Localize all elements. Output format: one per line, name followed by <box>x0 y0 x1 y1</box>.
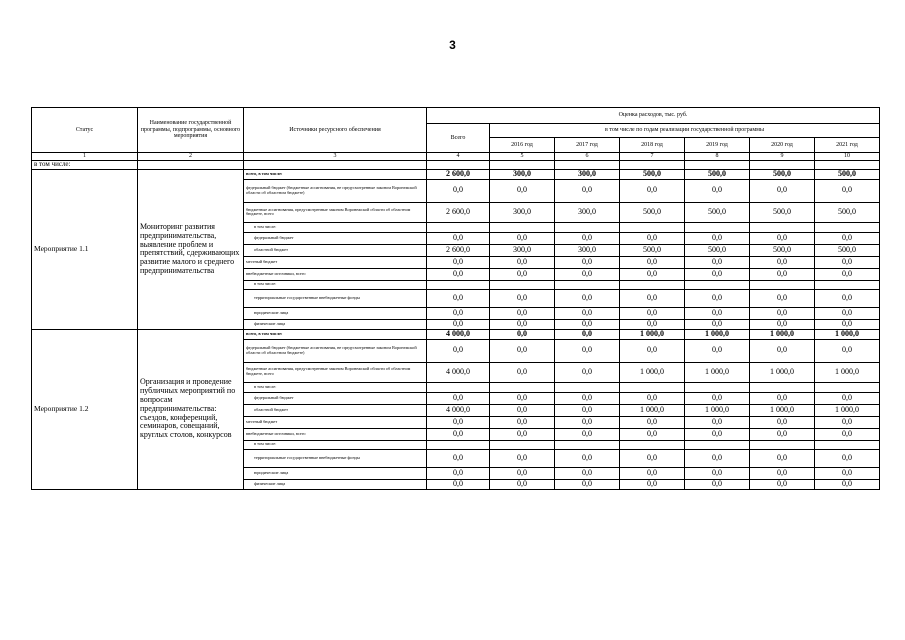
table-body <box>32 153 880 490</box>
total-value: 0,0 <box>427 256 490 268</box>
year-value <box>555 382 620 392</box>
year-value: 0,0 <box>685 319 750 329</box>
year-value: 0,0 <box>620 479 685 489</box>
column-number: 3 <box>244 153 427 161</box>
funding-source: областной бюджет <box>244 404 427 416</box>
year-value: 0,0 <box>750 479 815 489</box>
year-value: 0,0 <box>685 392 750 404</box>
total-value: 0,0 <box>427 289 490 307</box>
year-value: 0,0 <box>815 339 880 362</box>
year-value <box>490 280 555 289</box>
year-value <box>750 280 815 289</box>
year-value: 0,0 <box>490 329 555 339</box>
total-value: 4 000,0 <box>427 362 490 382</box>
year-value: 0,0 <box>815 307 880 319</box>
year-value <box>750 222 815 232</box>
measure-name: Мониторинг развития предпринимательства, выявление проблем и препятствий, сдерживающих развитие малого и среднего предпринимательства <box>138 170 244 330</box>
year-value: 0,0 <box>490 179 555 202</box>
header-total: Всего <box>427 124 490 153</box>
column-number: 5 <box>490 153 555 161</box>
year-value: 0,0 <box>750 307 815 319</box>
year-value: 500,0 <box>815 170 880 180</box>
total-value: 0,0 <box>427 319 490 329</box>
year-value: 0,0 <box>685 449 750 467</box>
total-value: 0,0 <box>427 268 490 280</box>
year-value: 0,0 <box>555 392 620 404</box>
header-status: Статус <box>32 108 138 153</box>
year-value: 0,0 <box>815 256 880 268</box>
year-value: 0,0 <box>490 232 555 244</box>
header-year: 2016 год <box>490 138 555 153</box>
funding-source: внебюджетные источники, всего <box>244 428 427 440</box>
year-value: 500,0 <box>620 170 685 180</box>
year-value: 0,0 <box>490 339 555 362</box>
total-value: 0,0 <box>427 416 490 428</box>
intro-label: в том числе: <box>32 161 138 170</box>
column-number: 7 <box>620 153 685 161</box>
year-value: 300,0 <box>490 170 555 180</box>
year-value: 1 000,0 <box>815 329 880 339</box>
year-value <box>620 222 685 232</box>
column-number: 6 <box>555 153 620 161</box>
year-value: 0,0 <box>750 392 815 404</box>
year-value: 0,0 <box>750 179 815 202</box>
header-year: 2017 год <box>555 138 620 153</box>
year-value: 0,0 <box>490 416 555 428</box>
year-value: 0,0 <box>555 467 620 479</box>
year-value: 300,0 <box>555 170 620 180</box>
funding-source: бюджетные ассигнования, предусмотренные законом Воронежской области об областном бюджете, всего <box>244 362 427 382</box>
year-value: 1 000,0 <box>815 362 880 382</box>
total-value <box>427 382 490 392</box>
year-value: 500,0 <box>620 244 685 256</box>
year-value: 0,0 <box>490 256 555 268</box>
year-value: 0,0 <box>490 479 555 489</box>
year-value: 500,0 <box>620 202 685 222</box>
year-value: 0,0 <box>490 362 555 382</box>
year-value: 0,0 <box>620 428 685 440</box>
year-value <box>815 440 880 449</box>
year-value: 0,0 <box>750 449 815 467</box>
year-value <box>685 280 750 289</box>
year-value: 0,0 <box>815 449 880 467</box>
funding-source: в том числе: <box>244 440 427 449</box>
year-value: 500,0 <box>750 202 815 222</box>
header-name: Наименование государственной программы, подпрограммы, основного мероприятия <box>138 108 244 153</box>
header-year: 2021 год <box>815 138 880 153</box>
year-value: 0,0 <box>620 289 685 307</box>
year-value: 0,0 <box>555 268 620 280</box>
year-value: 0,0 <box>685 479 750 489</box>
measure-status: Мероприятие 1.2 <box>32 329 138 489</box>
table-row <box>32 170 880 180</box>
year-value: 0,0 <box>490 404 555 416</box>
intro-row <box>32 161 880 170</box>
year-value: 0,0 <box>620 449 685 467</box>
funding-source: федеральный бюджет <box>244 232 427 244</box>
year-value: 1 000,0 <box>750 404 815 416</box>
year-value: 0,0 <box>750 232 815 244</box>
year-value <box>750 382 815 392</box>
total-value: 0,0 <box>427 232 490 244</box>
year-value: 500,0 <box>750 170 815 180</box>
total-value: 2 600,0 <box>427 202 490 222</box>
year-value: 0,0 <box>685 179 750 202</box>
year-value: 0,0 <box>815 416 880 428</box>
year-value <box>815 280 880 289</box>
funding-source: местный бюджет <box>244 416 427 428</box>
year-value <box>620 280 685 289</box>
total-value: 0,0 <box>427 339 490 362</box>
year-value: 0,0 <box>490 307 555 319</box>
year-value: 0,0 <box>620 339 685 362</box>
year-value: 300,0 <box>555 244 620 256</box>
year-value: 1 000,0 <box>815 404 880 416</box>
funding-source: федеральный бюджет (бюджетные ассигнования, не предусмотренные законом Воронежской области об областном бюджете) <box>244 179 427 202</box>
year-value: 1 000,0 <box>620 404 685 416</box>
year-value: 0,0 <box>490 428 555 440</box>
column-number: 2 <box>138 153 244 161</box>
year-value: 0,0 <box>685 232 750 244</box>
total-value: 0,0 <box>427 428 490 440</box>
total-value <box>427 440 490 449</box>
year-value: 0,0 <box>555 256 620 268</box>
year-value <box>555 440 620 449</box>
year-value: 1 000,0 <box>750 362 815 382</box>
year-value <box>490 382 555 392</box>
year-value: 0,0 <box>490 319 555 329</box>
year-value: 0,0 <box>620 268 685 280</box>
year-value: 0,0 <box>750 467 815 479</box>
year-value: 0,0 <box>555 289 620 307</box>
year-value: 500,0 <box>815 244 880 256</box>
year-value <box>490 222 555 232</box>
year-value <box>750 440 815 449</box>
year-value: 0,0 <box>750 428 815 440</box>
year-value: 1 000,0 <box>685 404 750 416</box>
year-value: 0,0 <box>555 404 620 416</box>
year-value: 0,0 <box>490 268 555 280</box>
funding-source: бюджетные ассигнования, предусмотренные законом Воронежской области об областном бюджете, всего <box>244 202 427 222</box>
year-value: 0,0 <box>555 232 620 244</box>
year-value: 0,0 <box>685 307 750 319</box>
year-value: 0,0 <box>555 416 620 428</box>
year-value: 0,0 <box>555 329 620 339</box>
total-value: 0,0 <box>427 392 490 404</box>
page-number: 3 <box>449 38 456 52</box>
total-value <box>427 222 490 232</box>
year-value <box>815 382 880 392</box>
year-value: 1 000,0 <box>685 362 750 382</box>
funding-source: в том числе: <box>244 222 427 232</box>
column-number: 8 <box>685 153 750 161</box>
funding-source: территориальные государственные внебюджетные фонды <box>244 449 427 467</box>
year-value: 0,0 <box>815 479 880 489</box>
year-value <box>815 222 880 232</box>
year-value: 300,0 <box>490 202 555 222</box>
measure-status: Мероприятие 1.1 <box>32 170 138 330</box>
header-estimate: Оценка расходов, тыс. руб. <box>427 108 880 124</box>
year-value: 0,0 <box>815 392 880 404</box>
year-value: 0,0 <box>555 307 620 319</box>
year-value: 0,0 <box>620 307 685 319</box>
header-by-years: в том числе по годам реализации государственной программы <box>490 124 880 138</box>
column-number: 10 <box>815 153 880 161</box>
table-row <box>32 329 880 339</box>
year-value: 0,0 <box>815 319 880 329</box>
header-sources: Источники ресурсного обеспечения <box>244 108 427 153</box>
total-value: 0,0 <box>427 307 490 319</box>
funding-source: юридические лица <box>244 467 427 479</box>
year-value: 0,0 <box>685 467 750 479</box>
year-value: 0,0 <box>620 416 685 428</box>
funding-source: в том числе: <box>244 382 427 392</box>
year-value <box>555 280 620 289</box>
year-value: 0,0 <box>555 362 620 382</box>
header-year: 2019 год <box>685 138 750 153</box>
year-value: 0,0 <box>750 416 815 428</box>
year-value <box>555 222 620 232</box>
total-value: 0,0 <box>427 449 490 467</box>
year-value: 0,0 <box>685 428 750 440</box>
funding-source: федеральный бюджет <box>244 392 427 404</box>
total-value: 0,0 <box>427 179 490 202</box>
year-value: 0,0 <box>815 232 880 244</box>
year-value <box>620 440 685 449</box>
total-value: 4 000,0 <box>427 329 490 339</box>
year-value: 0,0 <box>490 392 555 404</box>
year-value <box>620 382 685 392</box>
year-value <box>490 440 555 449</box>
funding-source: физические лица <box>244 319 427 329</box>
funding-source: юридические лица <box>244 307 427 319</box>
year-value: 500,0 <box>685 202 750 222</box>
year-value: 0,0 <box>490 467 555 479</box>
total-value: 2 600,0 <box>427 244 490 256</box>
year-value: 0,0 <box>750 289 815 307</box>
year-value: 500,0 <box>750 244 815 256</box>
column-number: 9 <box>750 153 815 161</box>
year-value: 300,0 <box>555 202 620 222</box>
year-value: 0,0 <box>490 449 555 467</box>
funding-source: всего, в том числе: <box>244 329 427 339</box>
year-value: 0,0 <box>555 179 620 202</box>
funding-source: в том числе: <box>244 280 427 289</box>
column-number-row <box>32 153 880 161</box>
year-value: 0,0 <box>555 449 620 467</box>
year-value: 0,0 <box>620 467 685 479</box>
year-value: 0,0 <box>555 339 620 362</box>
column-number: 4 <box>427 153 490 161</box>
funding-source: всего, в том числе: <box>244 170 427 180</box>
year-value: 0,0 <box>750 319 815 329</box>
measure-name: Организация и проведение публичных мероприятий по вопросам предпринимательства: съездов, конференций, семинаров, совещаний, круглых столов, конкурсов <box>138 329 244 489</box>
year-value: 500,0 <box>685 170 750 180</box>
total-value: 0,0 <box>427 479 490 489</box>
funding-source: физические лица <box>244 479 427 489</box>
funding-source: внебюджетные источники, всего <box>244 268 427 280</box>
year-value: 0,0 <box>685 339 750 362</box>
year-value: 0,0 <box>750 268 815 280</box>
year-value: 500,0 <box>815 202 880 222</box>
year-value: 0,0 <box>685 416 750 428</box>
year-value: 0,0 <box>620 232 685 244</box>
year-value: 0,0 <box>815 467 880 479</box>
header-year: 2018 год <box>620 138 685 153</box>
year-value: 0,0 <box>555 428 620 440</box>
total-value: 4 000,0 <box>427 404 490 416</box>
funding-source: федеральный бюджет (бюджетные ассигнования, не предусмотренные законом Воронежской области об областном бюджете) <box>244 339 427 362</box>
funding-source: территориальные государственные внебюджетные фонды <box>244 289 427 307</box>
year-value: 0,0 <box>555 479 620 489</box>
year-value: 0,0 <box>685 256 750 268</box>
year-value: 0,0 <box>815 268 880 280</box>
year-value: 1 000,0 <box>620 362 685 382</box>
funding-source: областной бюджет <box>244 244 427 256</box>
year-value: 0,0 <box>685 268 750 280</box>
year-value: 0,0 <box>750 256 815 268</box>
year-value: 1 000,0 <box>620 329 685 339</box>
year-value: 0,0 <box>750 339 815 362</box>
year-value: 0,0 <box>815 428 880 440</box>
budget-table <box>31 107 880 490</box>
total-value: 0,0 <box>427 467 490 479</box>
year-value: 0,0 <box>620 179 685 202</box>
funding-source: местный бюджет <box>244 256 427 268</box>
year-value: 500,0 <box>685 244 750 256</box>
total-value: 2 600,0 <box>427 170 490 180</box>
column-number: 1 <box>32 153 138 161</box>
year-value: 0,0 <box>685 289 750 307</box>
year-value: 0,0 <box>490 289 555 307</box>
year-value: 0,0 <box>815 179 880 202</box>
year-value: 0,0 <box>555 319 620 329</box>
header-year: 2020 год <box>750 138 815 153</box>
year-value: 1 000,0 <box>750 329 815 339</box>
year-value: 0,0 <box>620 319 685 329</box>
year-value: 0,0 <box>620 256 685 268</box>
year-value: 0,0 <box>815 289 880 307</box>
table-header <box>32 108 880 153</box>
year-value: 300,0 <box>490 244 555 256</box>
year-value: 0,0 <box>620 392 685 404</box>
total-value <box>427 280 490 289</box>
year-value <box>685 222 750 232</box>
year-value: 1 000,0 <box>685 329 750 339</box>
year-value <box>685 440 750 449</box>
year-value <box>685 382 750 392</box>
